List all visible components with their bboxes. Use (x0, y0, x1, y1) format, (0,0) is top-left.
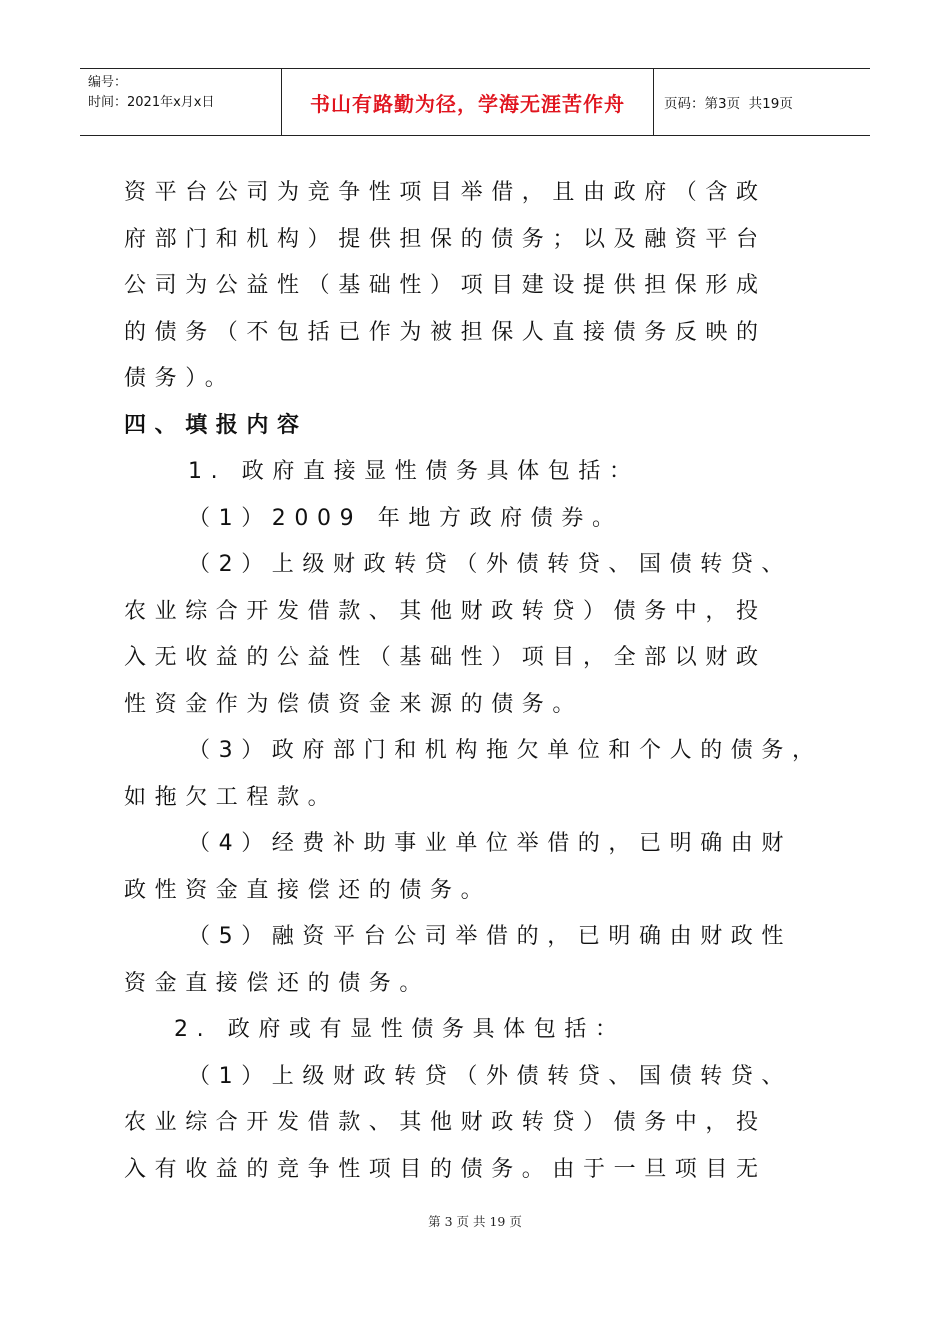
paragraph-line: （5）融资平台公司举借的，已明确由财政性 (188, 924, 792, 949)
paragraph-line: （4）经费补助事业单位举借的，已明确由财 (188, 831, 792, 856)
document-date-label: 时间：2021年x月x日 (88, 95, 215, 110)
paragraph-line: 如拖欠工程款。 (124, 784, 339, 810)
paragraph-line: （1）上级财政转贷（外债转贷、国债转贷、 (188, 1063, 792, 1089)
document-number-label: 编号： (88, 75, 128, 90)
paragraph-line: 农业综合开发借款、其他财政转贷）债务中，投 (124, 598, 767, 624)
paragraph-line: 农业综合开发借款、其他财政转贷）债务中，投 (124, 1110, 767, 1135)
paragraph-line: 2. 政府或有显性债务具体包括： (174, 1017, 626, 1042)
paragraph-line: 资金直接偿还的债务。 (124, 970, 431, 996)
paragraph-line: 债务）。 (124, 366, 236, 391)
section-heading: 四、填报内容 (124, 412, 308, 438)
paragraph-line: 资平台公司为竞争性项目举借，且由政府（含政 (124, 180, 767, 205)
header-page-info: 页码：第3页 共19页 (664, 96, 793, 112)
paragraph-line: 性资金作为偿债资金来源的债务。 (124, 691, 584, 717)
document-body (124, 170, 836, 1193)
paragraph-line: 府部门和机构）提供担保的债务；以及融资平台 (124, 226, 767, 252)
paragraph-line: 政性资金直接偿还的债务。 (124, 877, 492, 903)
paragraph-line: （2）上级财政转贷（外债转贷、国债转贷、 (188, 552, 792, 577)
paragraph-line: （3）政府部门和机构拖欠单位和个人的债务， (188, 738, 823, 763)
header-motto: 书山有路勤为径，学海无涯苦作舟 (282, 69, 654, 135)
paragraph-line: （1）2009 年地方政府债券。 (188, 505, 623, 531)
paragraph-line: 入无收益的公益性（基础性）项目，全部以财政 (124, 645, 767, 670)
paragraph-line: 公司为公益性（基础性）项目建设提供担保形成 (124, 273, 767, 298)
page-footer: 第 3 页 共 19 页 (428, 1214, 522, 1229)
header-meta (80, 69, 282, 135)
page-header (80, 68, 870, 136)
paragraph-line: 入有收益的竞争性项目的债务。由于一旦项目无 (124, 1156, 767, 1182)
paragraph-line: 的债务（不包括已作为被担保人直接债务反映的 (124, 319, 767, 345)
paragraph-line: 1. 政府直接显性债务具体包括： (188, 459, 640, 484)
